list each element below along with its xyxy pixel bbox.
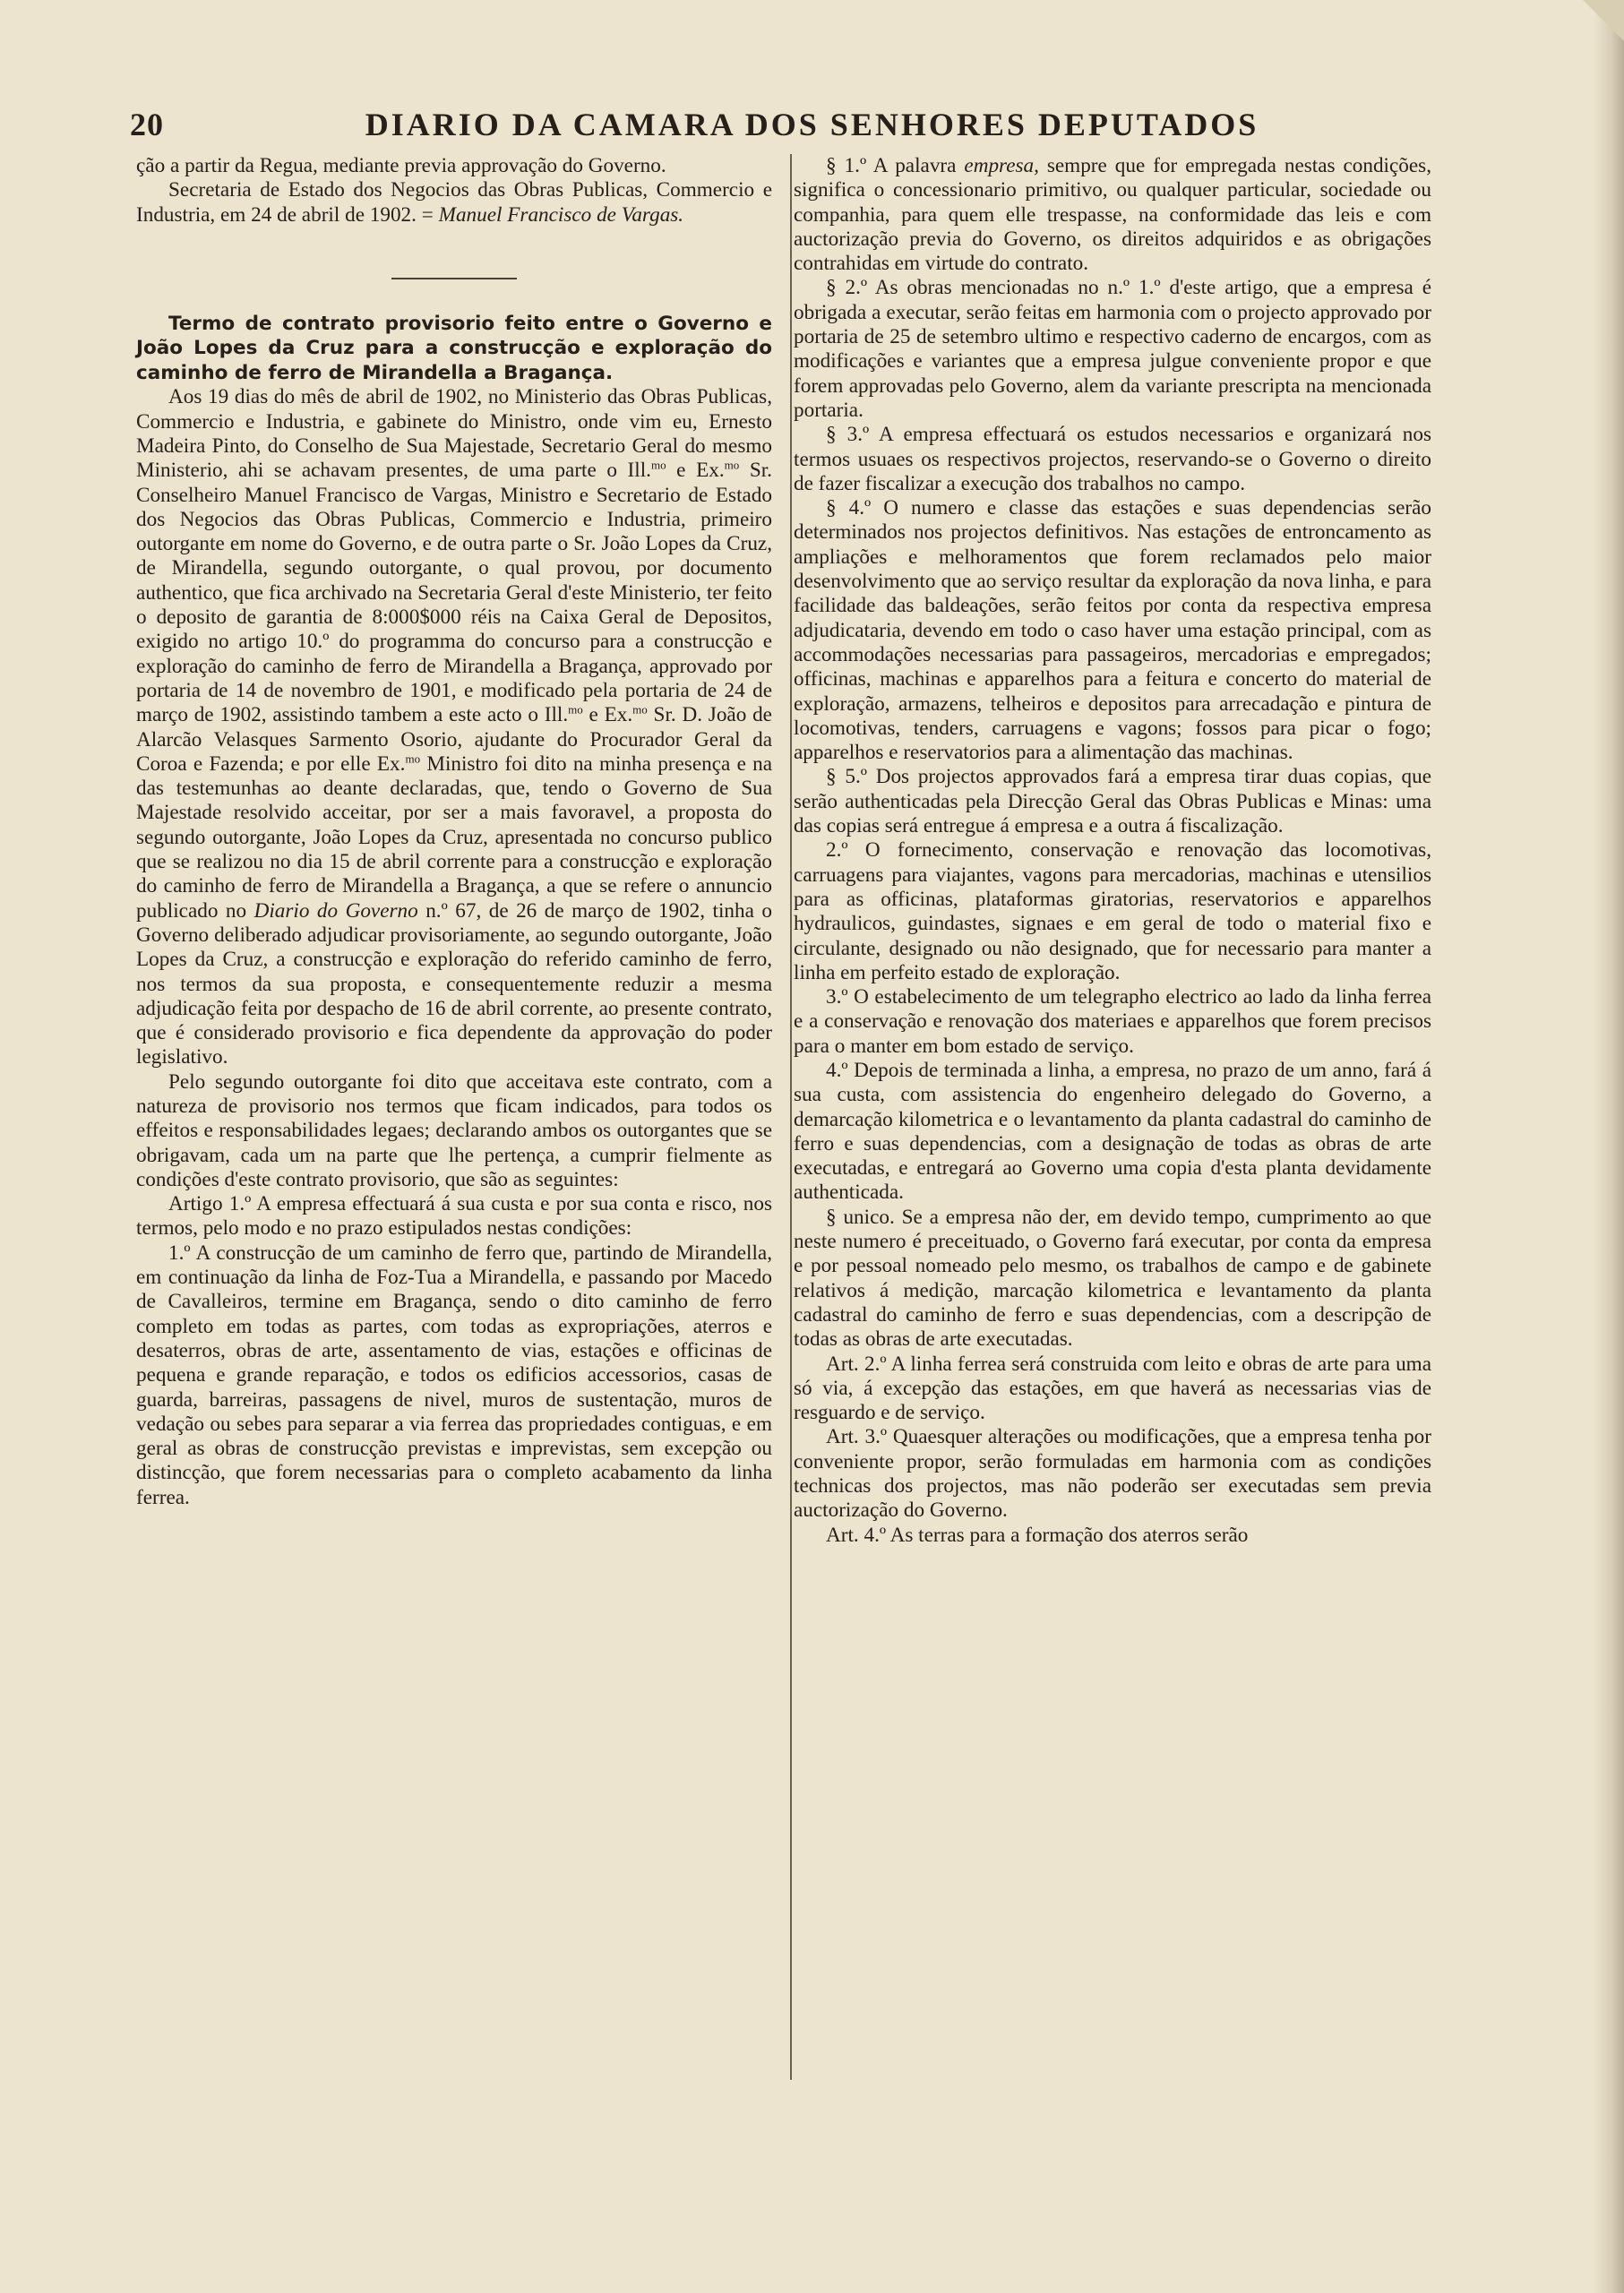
p1-text-b: e Ex. — [666, 459, 725, 483]
secretaria-text: Secretaria de Estado dos Negocios das Obras Publicas, Commercio e Industria, em 24 de abril de 1902. = — [136, 178, 772, 227]
p1-text-f: Ministro foi dito na minha presença e na das testemunhas ao deante declaradas, que, tendo o Governo de Sua Majestade resolvido acceitar, por ser a mais favoravel, a proposta do segundo outorgante, João Lopes da Cruz, apresentada no concurso publico que se realizou no dia 15 de abril corrente para a construcção e exploração do caminho de ferro de Mirandella a Bragança, a que se refere o annuncio publicado no — [136, 751, 773, 923]
p1-text-a: Aos 19 dias do mês de abril de 1902, no Ministerio das Obras Publicas, Commercio e Industria, e gabinete do Ministro, onde vim eu, Ernesto Madeira Pinto, do Conselho de Sua Majestade, Secretario Geral do mesmo Ministerio, ahi se achavam presentes, de uma parte o Ill. — [136, 385, 772, 483]
paragraph-s1 — [794, 154, 1431, 276]
paragraph-unico: § unico. Se a empresa não der, em devido tempo, cumprimento ao que neste numero é preceituado, o Governo fará executar, por conta da empresa e por pessoal nomeado pelo mesmo, os trabalhos de campo e de gabinete relativos á medição, marcação kilometrica e levantamento da planta cadastral do caminho de ferro e suas dependencias, com a descripção de todas as obras de arte executadas. — [794, 1205, 1431, 1352]
sup-mo: mo — [724, 458, 740, 472]
page-number: 20 — [130, 107, 164, 142]
right-column — [794, 154, 1431, 1548]
sup-mo: mo — [405, 751, 421, 766]
article-2-paragraph: Art. 2.º A linha ferrea será construida com leito e obras de arte para uma só via, á excepção das estações, em que haverá as necessarias vias de resguardo e de serviço. — [794, 1352, 1431, 1425]
article-1-paragraph: Artigo 1.º A empresa effectuará á sua custa e por sua conta e risco, nos termos, pelo modo e no prazo estipulados nestas condições: — [136, 1192, 772, 1241]
column-divider — [790, 154, 792, 2080]
contract-paragraph-1 — [136, 385, 772, 1069]
paragraph-s2: § 2.º As obras mencionadas no n.º 1.º d'este artigo, que a empresa é obrigada a executar, serão feitas em harmonia com o projecto approvado por portaria de 25 de setembro ultimo e respectivo caderno de encargos, com as modificações e variantes que a empresa julgue conveniente propor e que forem approvadas pelo Governo, alem da variante prescripta na mencionada portaria. — [794, 276, 1431, 422]
item-3-paragraph: 3.º O estabelecimento de um telegrapho electrico ao lado da linha ferrea e a conservação e renovação dos materiaes e apparelhos que forem precisos para o manter em bom estado de serviço. — [794, 985, 1431, 1058]
p1-italic: Diario do Governo — [253, 898, 418, 923]
s1-italic: empresa, — [964, 154, 1039, 177]
contract-paragraph-2: Pelo segundo outorgante foi dito que acceitava este contrato, com a natureza de provisorio nos termos que ficam indicados, para todos os effeitos e responsabilidades legaes; declarando ambos os outorgantes que se obrigavam, cada um na parte que lhe pertença, a cumprir fielmente as condições d'este contrato provisorio, que são as seguintes: — [136, 1069, 772, 1191]
article-3-paragraph: Art. 3.º Quaesquer alterações ou modificações, que a empresa tenha por conveniente propor, serão formuladas em harmonia com as condições technicas dos projectos, mas não poderão ser executadas sem previa auctorização do Governo. — [794, 1425, 1431, 1523]
page-edge-shadow — [1594, 0, 1624, 2293]
paragraph-s3: § 3.º A empresa effectuará os estudos necessarios e organizará nos termos usuaes os respectivos projectos, reservando-se o Governo o direito de fazer fiscalizar a execução dos trabalhos no campo. — [794, 423, 1431, 495]
sup-mo: mo — [568, 702, 583, 717]
contract-heading: Termo de contrato provisorio feito entre o Governo e João Lopes da Cruz para a construcção e exploração do caminho de ferro de Mirandella a Bragança. — [136, 312, 772, 384]
p1-text-d: e Ex. — [582, 703, 633, 727]
section-separator — [391, 278, 517, 279]
page-corner — [1583, 0, 1624, 41]
s1-text-a: § 1.º A palavra — [826, 154, 965, 177]
article-1-item-1: 1.º A construcção de um caminho de ferro que, partindo de Mirandella, em continuação da linha de Foz-Tua a Mirandella, e passando por Macedo de Cavalleiros, termine em Bragança, sendo o dito caminho de ferro completo em todas as partes, com todas as expropriações, aterros e desaterros, obras de arte, assentamento de vias, estações e officinas de pequena e grande reparação, e todos os edificios accessorios, casas de guarda, barreiras, passagens de nivel, muros de sustentação, muros de vedação ou sebes para separar a via ferrea das propriedades contiguas, e em geral as obras de construcção previstas e imprevistas, sem excepção ou distincção, que forem necessarias para o completo acabamento da linha ferrea. — [136, 1241, 772, 1509]
left-column — [136, 154, 772, 1510]
paragraph-s5: § 5.º Dos projectos approvados fará a empresa tirar duas copias, que serão authenticadas pela Direcção Geral das Obras Publicas e Minas: uma das copias será entregue á empresa e a outra á fiscalização. — [794, 765, 1431, 838]
item-4-paragraph: 4.º Depois de terminada a linha, a empresa, no prazo de um anno, fará á sua custa, com assistencia do engenheiro delegado do Governo, a demarcação kilometrica e o levantamento da planta cadastral do caminho de ferro e suas dependencias, com a designação de todas as obras de arte executadas, e entregará ao Governo uma copia d'esta planta devidamente authenticada. — [794, 1058, 1431, 1205]
article-4-paragraph: Art. 4.º As terras para a formação dos aterros serão — [826, 1523, 1249, 1547]
page-header — [0, 106, 1624, 145]
p1-text-e: Sr. D. João de Alarcão Velasques Sarmento Osorio, ajudante do Procurador Geral da Coroa e Fazenda; e por elle Ex. — [136, 703, 772, 776]
running-title: DIARIO DA CAMARA DOS SENHORES DEPUTADOS — [365, 107, 1259, 142]
item-2-paragraph: 2.º O fornecimento, conservação e renovação das locomotivas, carruagens para viajantes, vagons para mercadorias, machinas e utensilios para as officinas, plataformas giratorias, reservatorios e apparelhos hydraulicos, guindastes, signaes e em geral de todo o material fixo e circulante, designado ou não designado, que for necessario para manter a linha em perfeito estado de exploração. — [794, 838, 1431, 984]
secretaria-paragraph — [136, 178, 772, 228]
sup-mo: mo — [632, 702, 648, 717]
intro-paragraph: ção a partir da Regua, mediante previa approvação do Governo. — [136, 154, 666, 177]
s1-text-b: sempre que for empregada nestas condições, significa o concessionario primitivo, ou qualquer particular, sociedade ou companhia, para quem elle trespasse, na conformidade das leis e com auctorização previa do Governo, os direitos adquiridos e as obrigações contrahidas em virtude do contrato. — [794, 154, 1431, 276]
sup-mo: mo — [650, 458, 666, 472]
p1-text-g: n.º 67, de 26 de março de 1902, tinha o Governo deliberado adjudicar provisoriamente, ao segundo outorgante, João Lopes da Cruz, a construcção e exploração do referido caminho de ferro, nos termos da sua proposta, e consequentemente reduzir a mesma adjudicação feita por despacho de 16 de abril corrente, ao presente contrato, que é considerado provisorio e fica dependente da approvação do poder legislativo. — [136, 898, 772, 1069]
paragraph-s4: § 4.º O numero e classe das estações e suas dependencias serão determinados nos projectos definitivos. Nas estações de entroncamento as ampliações e melhoramentos que forem reclamados pelo maior desenvolvimento que ao serviço resultar da exploração da nova linha, e para facilidade das baldeações, serão feitos por conta da respectiva empresa adjudicataria, devendo em todo o caso haver uma estação principal, com as accommodações necessarias para passageiros, mercadorias e empregados; officinas, machinas e apparelhos para a feitura e concerto do material de exploração, armazens, telheiros e depositos para arrecadação e pintura de locomotivas, tenders, carruagens e vagons; fossos para picar o fogo; apparelhos e reservatorios para a alimentação das machinas. — [794, 496, 1431, 765]
p1-text-c: Sr. Conselheiro Manuel Francisco de Vargas, Ministro e Secretario de Estado dos Negocios das Obras Publicas, Commercio e Industria, primeiro outorgante em nome do Governo, e de outra parte o Sr. João Lopes da Cruz, de Mirandella, segundo outorgante, o qual provou, por documento authentico, que fica archivado na Secretaria Geral d'este Ministerio, ter feito o deposito de garantia de 8:000$000 réis na Caixa Geral de Depositos, exigido no artigo 10.º do programma do concurso para a construcção e exploração do caminho de ferro de Mirandella a Bragança, approvado por portaria de 14 de novembro de 1901, e modificado pela portaria de 24 de março de 1902, assistindo tambem a este acto o Ill. — [136, 459, 772, 727]
signature: Manuel Francisco de Vargas. — [438, 202, 684, 227]
